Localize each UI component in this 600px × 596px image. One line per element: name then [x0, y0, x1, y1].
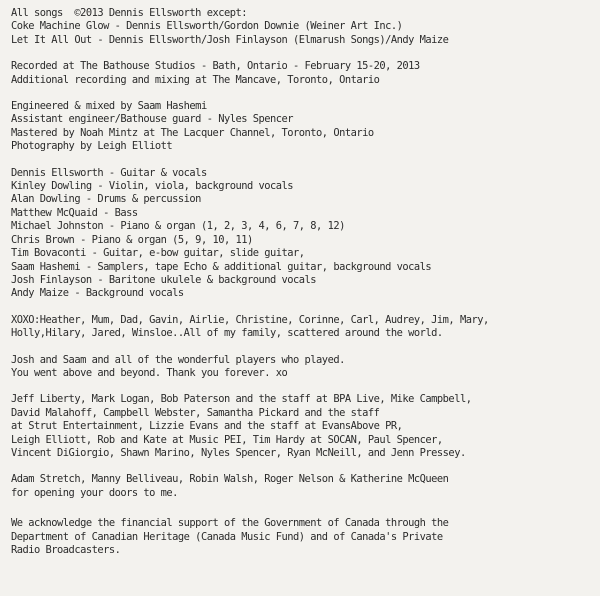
- songwriting-credits: [11, 7, 586, 47]
- text-line: Recorded at The Bathouse Studios - Bath, Ontario - February 15-20, 2013: [11, 60, 420, 73]
- doors-thanks: [11, 473, 586, 500]
- text-line: Assistant engineer/Bathouse guard - Nyles Spencer: [11, 113, 294, 126]
- text-line: David Malahoff, Campbell Webster, Samantha Pickard and the staff: [11, 406, 380, 419]
- text-line: Michael Johnston - Piano & organ (1, 2, 3, 4, 6, 7, 8, 12): [11, 220, 345, 233]
- text-line: XOXO:Heather, Mum, Dad, Gavin, Airlie, Christine, Corinne, Carl, Audrey, Jim, Mary,: [11, 313, 489, 326]
- text-line: Matthew McQuaid - Bass: [11, 206, 138, 219]
- text-line: All songs ©2013 Dennis Ellsworth except:: [11, 7, 247, 19]
- text-line: Let It All Out - Dennis Ellsworth/Josh Finlayson (Elmarush Songs)/Andy Maize: [11, 33, 449, 46]
- text-line: Josh Finlayson - Baritone ukulele & background vocals: [11, 273, 317, 286]
- text-line: Mastered by Noah Mintz at The Lacquer Channel, Toronto, Ontario: [11, 126, 374, 139]
- text-line: at Strut Entertainment, Lizzie Evans and the staff at EvansAbove PR,: [11, 420, 403, 433]
- text-line: Holly,Hilary, Jared, Winsloe..All of my family, scattered around the world.: [11, 327, 443, 340]
- text-line: Adam Stretch, Manny Belliveau, Robin Walsh, Roger Nelson & Katherine McQueen: [11, 473, 449, 486]
- recording-credits: [11, 60, 586, 87]
- text-line: Vincent DiGiorgio, Shawn Marino, Nyles Spencer, Ryan McNeill, and Jenn Pressey.: [11, 446, 466, 459]
- text-line: Leigh Elliott, Rob and Kate at Music PEI, Tim Hardy at SOCAN, Paul Spencer,: [11, 433, 443, 446]
- text-line: Chris Brown - Piano & organ (5, 9, 10, 11): [11, 233, 253, 246]
- text-line: Department of Canadian Heritage (Canada Music Fund) and of Canada's Private: [11, 530, 443, 543]
- industry-thanks: [11, 393, 586, 460]
- players-thanks: [11, 354, 586, 381]
- text-line: You went above and beyond. Thank you forever. xo: [11, 366, 288, 379]
- text-line: Alan Dowling - Drums & percussion: [11, 193, 201, 206]
- text-line: for opening your doors to me.: [11, 486, 178, 499]
- text-line: Saam Hashemi - Samplers, tape Echo & additional guitar, background vocals: [11, 260, 432, 273]
- text-line: Tim Bovaconti - Guitar, e-bow guitar, slide guitar,: [11, 247, 305, 260]
- funding-acknowledgement: [11, 517, 586, 557]
- text-line: Additional recording and mixing at The Mancave, Toronto, Ontario: [11, 73, 380, 86]
- text-line: Jeff Liberty, Mark Logan, Bob Paterson and the staff at BPA Live, Mike Campbell,: [11, 393, 472, 406]
- text-line: Photography by Leigh Elliott: [11, 140, 173, 153]
- musician-credits: [11, 167, 586, 301]
- text-line: Dennis Ellsworth - Guitar & vocals: [11, 166, 207, 179]
- text-line: We acknowledge the financial support of the Government of Canada through the: [11, 517, 449, 530]
- text-line: Coke Machine Glow - Dennis Ellsworth/Gordon Downie (Weiner Art Inc.): [11, 20, 403, 33]
- engineering-credits: [11, 100, 586, 154]
- text-line: Kinley Dowling - Violin, viola, background vocals: [11, 180, 294, 193]
- text-line: Josh and Saam and all of the wonderful players who played.: [11, 353, 345, 366]
- family-thanks: [11, 314, 586, 341]
- text-line: Radio Broadcasters.: [11, 544, 121, 556]
- text-line: Andy Maize - Background vocals: [11, 287, 184, 300]
- text-line: Engineered & mixed by Saam Hashemi: [11, 100, 207, 113]
